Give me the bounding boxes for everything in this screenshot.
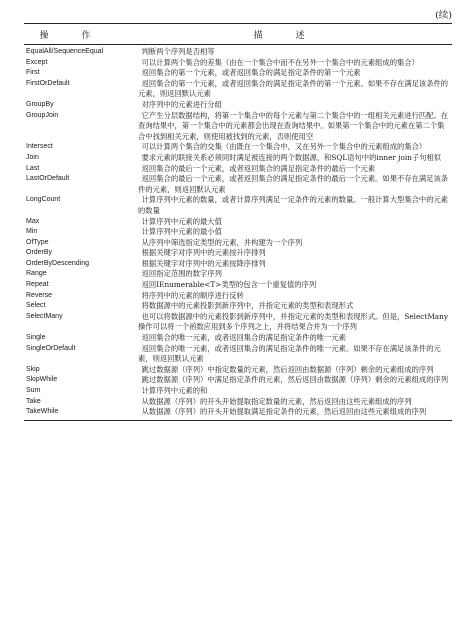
operation-name: Take xyxy=(26,397,41,405)
operation-name: Repeat xyxy=(26,281,49,289)
operation-description: 可以计算两个集合的交集（由既在一个集合中，又在另外一个集合中的元素组成的集合） xyxy=(141,142,427,152)
operation-name: SelectMany xyxy=(26,312,63,320)
operation-description: 要求元素的联接关系必须同时满足被连接的两个数据源，和SQL语句中的inner join子句相似 xyxy=(141,152,442,162)
operation-name: SingleOrDefault xyxy=(26,344,76,352)
table-row xyxy=(24,195,452,216)
operation-description: 从数据源（序列）的开头开始提取满足指定条件的元素，然后返回由这些元素组成的序列 xyxy=(141,407,427,417)
operation-name: FirstOrDefault xyxy=(26,79,70,87)
table-row xyxy=(24,238,452,249)
operation-name: LongCount xyxy=(26,196,61,204)
table-row xyxy=(24,333,452,344)
table-row xyxy=(24,227,452,238)
table-row xyxy=(24,259,452,270)
table-row xyxy=(24,100,452,111)
table-row xyxy=(24,365,452,376)
operation-name: GroupJoin xyxy=(26,111,59,119)
table-row xyxy=(24,47,452,58)
header-description: 描 述 xyxy=(253,30,317,41)
table-row xyxy=(24,79,452,100)
operation-description: 返回集合的唯一元素，或者返回集合的满足指定条件的唯一元素 xyxy=(141,333,346,343)
operation-description: 返回IEnumerable<T>类型的包含一个重复值的序列 xyxy=(141,280,317,290)
table-row xyxy=(24,312,452,333)
header-operation: 操 作 xyxy=(39,30,103,41)
operation-name: Intersect xyxy=(26,143,53,151)
operation-description: 根据关键字对序列中的元素按升序排列 xyxy=(141,248,266,258)
operation-description: 可以计算两个集合的差集（由在一个集合中而不在另外一个集合中的元素组成的集合） xyxy=(141,57,419,67)
table-header xyxy=(24,24,452,45)
operation-name: Select xyxy=(26,302,46,310)
operation-description: 从数据源（序列）的开头开始提取指定数量的元素，然后返回由这些元素组成的序列 xyxy=(141,396,412,406)
linq-operators-table xyxy=(24,23,452,421)
operation-name: OfType xyxy=(26,238,49,246)
operation-name: Single xyxy=(26,334,46,342)
operation-description: 返回指定范围的数字序列 xyxy=(141,269,222,279)
table-row xyxy=(24,111,452,143)
operation-description: 从序列中筛选指定类型的元素，并构建为一个序列 xyxy=(141,237,303,247)
operation-name: Join xyxy=(26,153,39,161)
table-row xyxy=(24,68,452,79)
table-body xyxy=(24,45,452,420)
operation-description: 返回集合的最后一个元素，或者返回集合的满足指定条件的最后一个元素。如果不存在满足该条件的元素，则返回默认元素 xyxy=(138,174,449,194)
operation-name: Last xyxy=(26,164,40,172)
operation-description: 判断两个序列是否相等 xyxy=(141,47,215,56)
table-row xyxy=(24,217,452,228)
table-row xyxy=(24,164,452,175)
operation-description: 返回集合的最后一个元素，或者返回集合的满足指定条件的最后一个元素 xyxy=(141,163,376,173)
operation-name: EqualAll/SequenceEqual xyxy=(26,48,104,55)
continued-label: (续) xyxy=(435,10,452,21)
operation-name: Reverse xyxy=(26,291,53,299)
table-row xyxy=(24,269,452,280)
operation-name: Range xyxy=(26,270,47,278)
table-row xyxy=(24,291,452,302)
operation-name: TakeWhile xyxy=(26,408,59,416)
operation-name: Except xyxy=(26,58,48,66)
operation-description: 返回集合的第一个元素，或者返回集合的满足指定条件的第一个元素 xyxy=(141,68,361,78)
table-row xyxy=(24,58,452,69)
operation-description: 计算序列中元素的数量，或者计算序列满足一定条件的元素的数量。一般计算大型集合中的元素的数量 xyxy=(138,195,449,215)
operation-name: Sum xyxy=(26,387,41,394)
table-row xyxy=(24,386,452,397)
operation-description: 计算序列中元素的和 xyxy=(141,386,208,395)
table-row xyxy=(24,301,452,312)
table-row xyxy=(24,248,452,259)
table-row xyxy=(24,344,452,365)
table-row xyxy=(24,142,452,153)
operation-name: First xyxy=(26,69,40,77)
table-row xyxy=(24,397,452,408)
operation-name: Min xyxy=(26,228,38,236)
operation-name: SkipWhile xyxy=(26,376,58,384)
operation-description: 计算序列中元素的最大值 xyxy=(141,216,222,226)
operation-description: 返回集合的唯一元素，或者返回集合的满足指定条件的唯一元素。如果不存在满足该条件的元素，则返回默认元素 xyxy=(138,343,441,364)
operation-name: Max xyxy=(26,217,40,225)
operation-description: 对序列中的元素进行分组 xyxy=(141,99,222,109)
operation-description: 根据关键字对序列中的元素按降序排列 xyxy=(141,258,266,268)
operation-description: 将数据源中的元素投影到新序列中，并指定元素的类型和表现形式 xyxy=(141,301,354,311)
operation-name: Skip xyxy=(26,365,40,373)
table-row xyxy=(24,174,452,195)
operation-description: 跳过数据源（序列）中满足指定条件的元素，然后返回由数据源（序列）剩余的元素组成的序列 xyxy=(141,375,449,385)
operation-description: 也可以将数据源中的元素投影到新序列中，并指定元素的类型和表现形式。但是，SelectMany操作可以将一个函数应用到多个序列之上，并将结果合并为一个序列 xyxy=(138,311,448,332)
table-row xyxy=(24,407,452,418)
operation-description: 它产生分层数据结构，将第一个集合中的每个元素与第二个集合中的一组相关元素进行匹配。在查询结果中，第一个集合中的元素都会出现在查询结果中。如果第一个集合中的元素在第二个集合中找到相关元素，则使用被找到的元素，否则使用空 xyxy=(138,110,449,141)
table-row xyxy=(24,280,452,291)
operation-name: OrderByDescending xyxy=(26,259,90,267)
operation-description: 计算序列中元素的最小值 xyxy=(141,227,222,237)
operation-description: 返回集合的第一个元素，或者返回集合的满足指定条件的第一个元素。如果不存在满足该条件的元素，则返回默认元素 xyxy=(138,78,449,99)
operation-name: LastOrDefault xyxy=(26,175,70,183)
operation-name: OrderBy xyxy=(26,249,53,257)
operation-description: 跳过数据源（序列）中指定数量的元素，然后返回由数据源（序列）剩余的元素组成的序列 xyxy=(141,364,434,374)
table-row xyxy=(24,153,452,164)
operation-description: 将序列中的元素的顺序进行反转 xyxy=(141,290,244,300)
operation-name: GroupBy xyxy=(26,100,54,108)
table-row xyxy=(24,375,452,386)
